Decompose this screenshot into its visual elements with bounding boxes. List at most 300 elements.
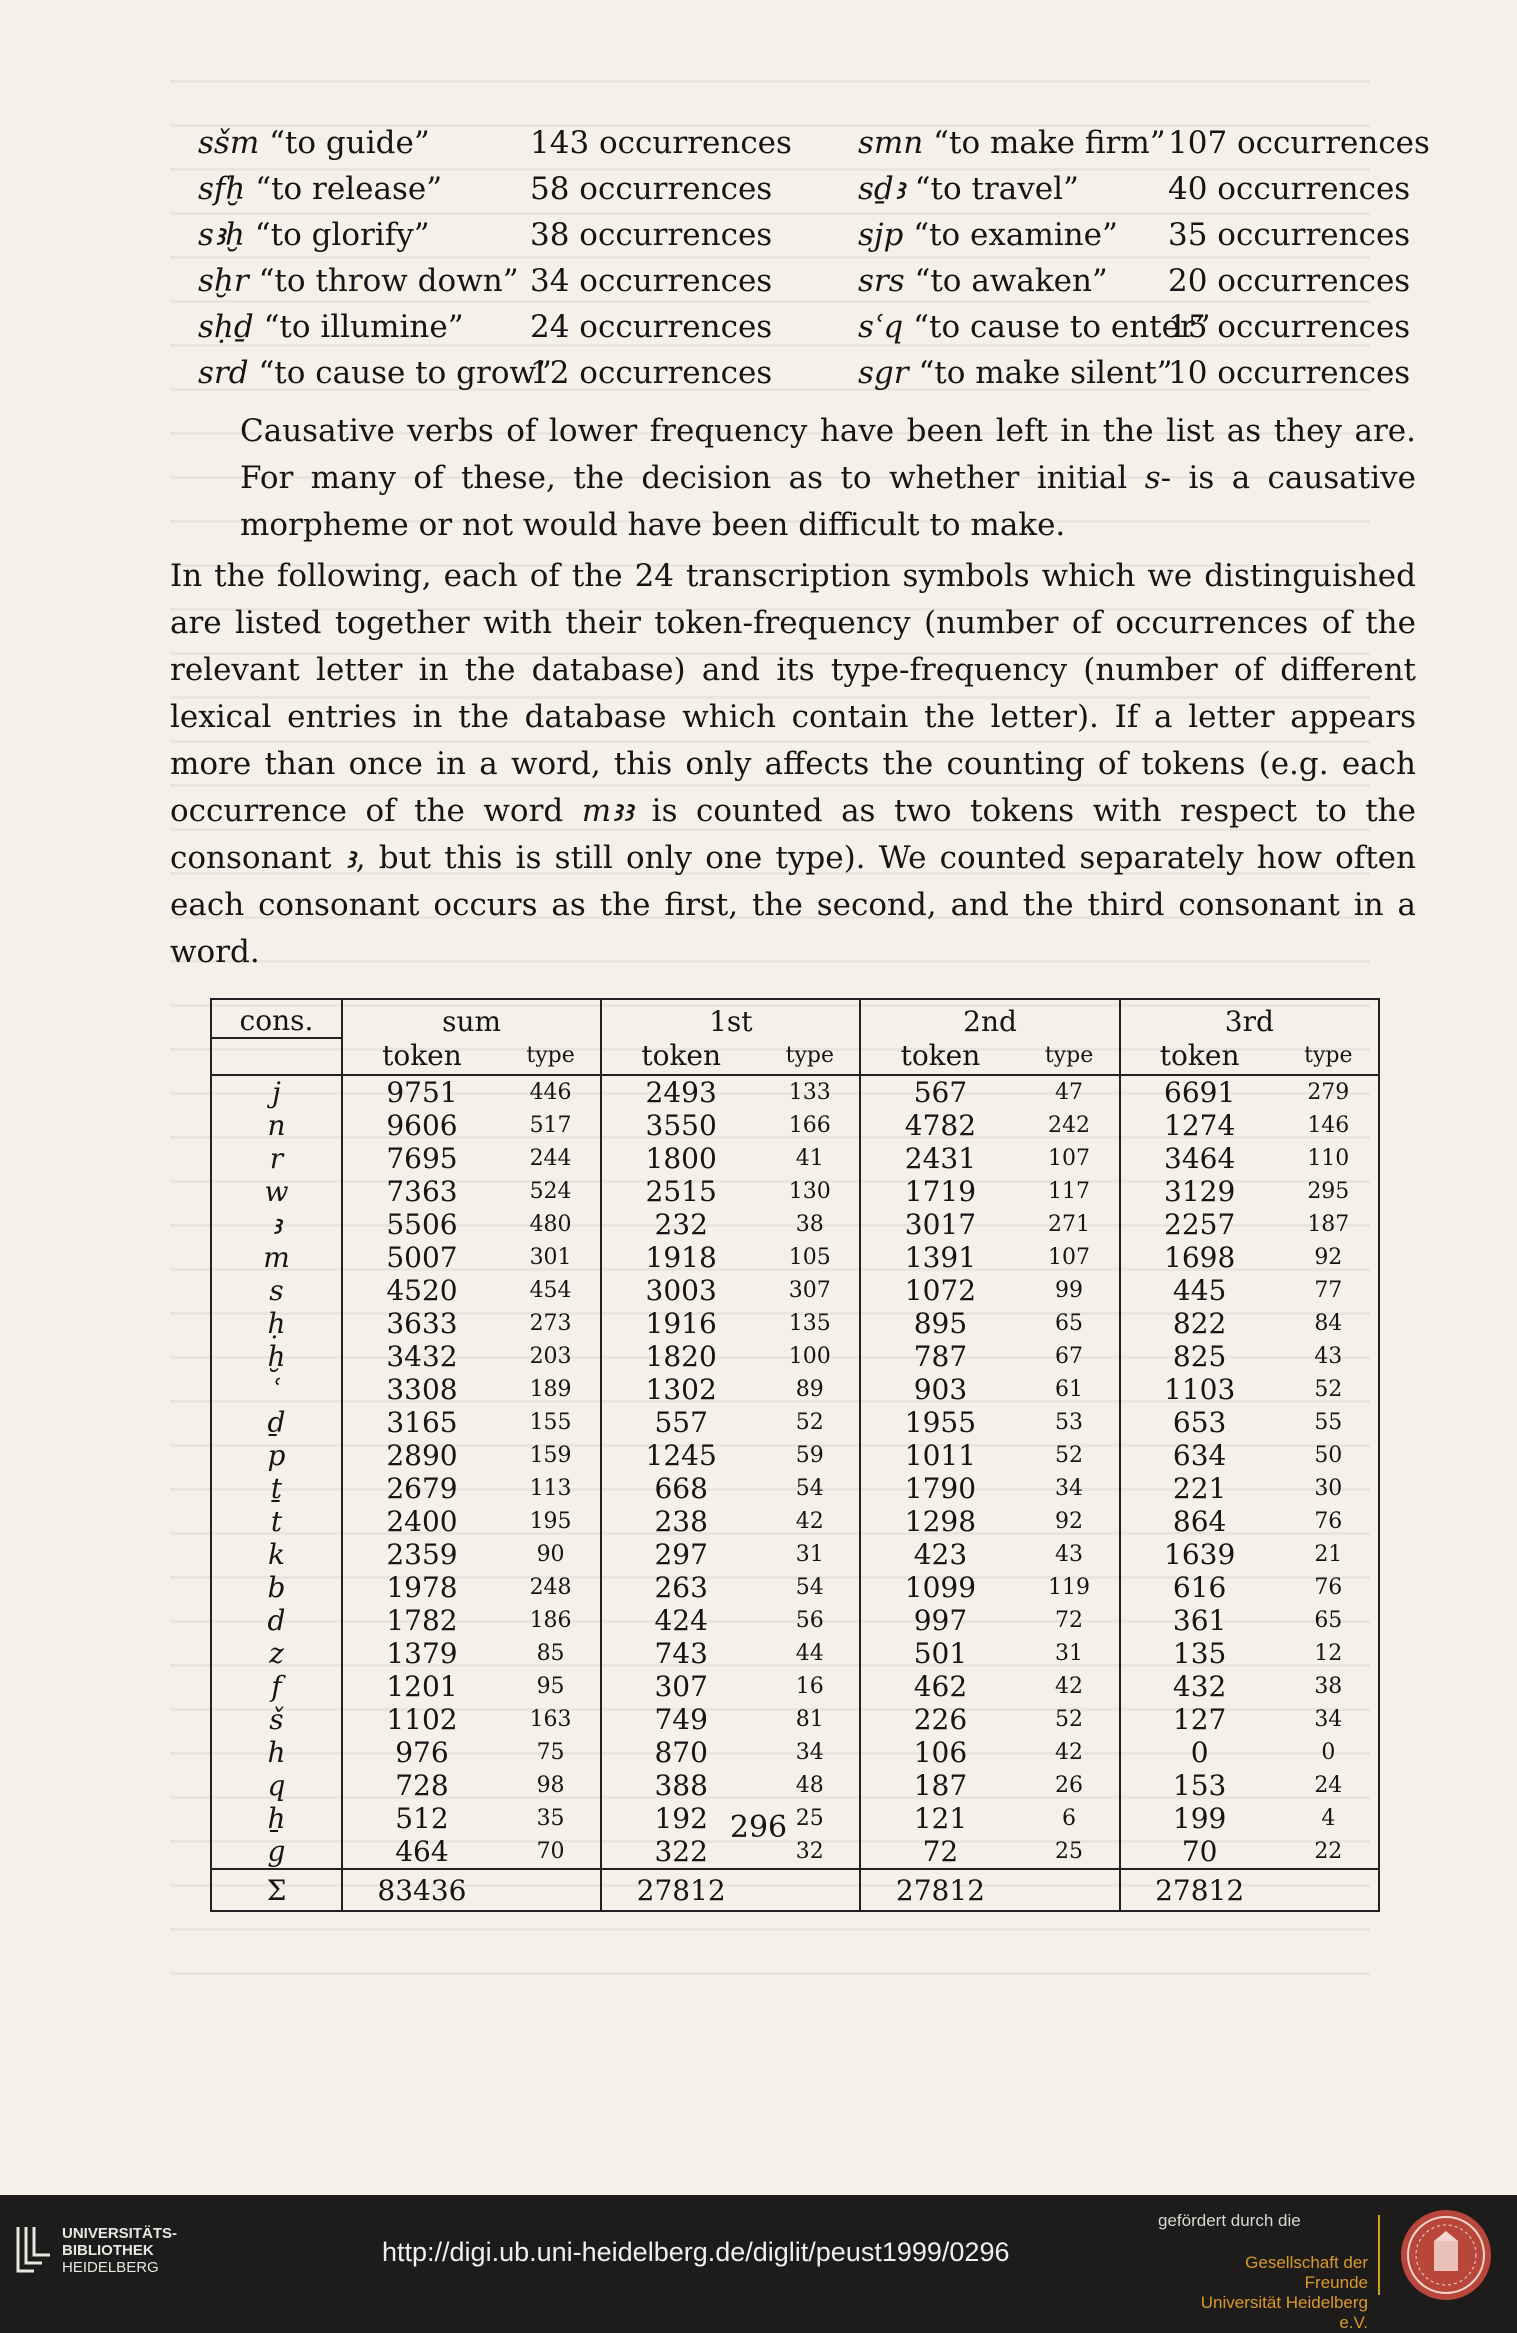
token-cell: 653: [1120, 1406, 1279, 1439]
type-cell: 195: [501, 1505, 601, 1538]
digitization-footer: [0, 2195, 1517, 2332]
type-cell: 107: [1019, 1241, 1119, 1274]
verb-row: [170, 350, 1416, 396]
type-cell: 524: [501, 1175, 601, 1208]
page-url-link[interactable]: http://digi.ub.uni-heidelberg.de/diglit/peust1999/0296: [382, 2237, 1010, 2267]
type-cell: 67: [1019, 1340, 1119, 1373]
token-cell: 7695: [342, 1142, 501, 1175]
table-row: [211, 1670, 1379, 1703]
type-cell: 26: [1019, 1769, 1119, 1802]
verb-gloss: “to release”: [255, 171, 443, 207]
type-cell: 307: [760, 1274, 860, 1307]
verb-count: 143 occurrences: [530, 125, 792, 161]
verb-count: 15 occurrences: [1168, 309, 1411, 345]
consonant-cell: r: [211, 1142, 342, 1175]
header-group-sum: sum: [342, 999, 601, 1038]
token-cell: 1102: [342, 1703, 501, 1736]
library-logo-icon: [14, 2223, 54, 2275]
type-cell: 42: [760, 1505, 860, 1538]
consonant-cell: b: [211, 1571, 342, 1604]
token-cell: 187: [860, 1769, 1019, 1802]
verb-translit: sfḫ: [198, 171, 246, 207]
token-cell: 1916: [601, 1307, 760, 1340]
header-group-3rd: 3rd: [1120, 999, 1379, 1038]
token-cell: 3165: [342, 1406, 501, 1439]
token-cell: 668: [601, 1472, 760, 1505]
token-cell: 3432: [342, 1340, 501, 1373]
token-cell: 2493: [601, 1075, 760, 1109]
header-token: token: [601, 1038, 760, 1075]
verb-count: 58 occurrences: [530, 171, 773, 207]
token-cell: 1072: [860, 1274, 1019, 1307]
type-cell: 31: [1019, 1637, 1119, 1670]
token-cell: 3633: [342, 1307, 501, 1340]
token-cell: 263: [601, 1571, 760, 1604]
consonant-cell: ḥ: [211, 1307, 342, 1340]
token-cell: 153: [1120, 1769, 1279, 1802]
verb-count: 38 occurrences: [530, 217, 773, 253]
verb-count: 35 occurrences: [1168, 217, 1411, 253]
table-row: [211, 1373, 1379, 1406]
token-cell: 903: [860, 1373, 1019, 1406]
token-cell: 3308: [342, 1373, 501, 1406]
token-cell: 3464: [1120, 1142, 1279, 1175]
type-cell: 295: [1279, 1175, 1379, 1208]
token-cell: 135: [1120, 1637, 1279, 1670]
type-cell: [501, 1869, 601, 1911]
verb-translit: sḥḏ: [198, 309, 254, 345]
token-cell: 423: [860, 1538, 1019, 1571]
consonant-cell: š: [211, 1703, 342, 1736]
table-row: [211, 1637, 1379, 1670]
type-cell: 117: [1019, 1175, 1119, 1208]
token-cell: 192: [601, 1802, 760, 1835]
token-cell: 728: [342, 1769, 501, 1802]
type-cell: 189: [501, 1373, 601, 1406]
token-cell: 4520: [342, 1274, 501, 1307]
token-cell: 361: [1120, 1604, 1279, 1637]
type-cell: 56: [760, 1604, 860, 1637]
type-cell: 85: [501, 1637, 601, 1670]
verb-translit: sḏꜣ: [858, 171, 905, 207]
type-cell: 22: [1279, 1835, 1379, 1869]
token-cell: 432: [1120, 1670, 1279, 1703]
header-type: type: [1019, 1038, 1119, 1075]
verb-row: [170, 120, 1430, 166]
type-cell: 186: [501, 1604, 601, 1637]
header-token: token: [1120, 1038, 1279, 1075]
table-row: [211, 1703, 1379, 1736]
verb-row: [170, 166, 1416, 212]
token-cell: 9751: [342, 1075, 501, 1109]
token-cell: 825: [1120, 1340, 1279, 1373]
token-cell: 322: [601, 1835, 760, 1869]
type-cell: 38: [760, 1208, 860, 1241]
type-cell: 16: [760, 1670, 860, 1703]
verb-gloss: “to guide”: [269, 125, 430, 161]
verb-translit: smn: [858, 125, 924, 161]
token-cell: 3003: [601, 1274, 760, 1307]
type-cell: 65: [1279, 1604, 1379, 1637]
token-cell: 1245: [601, 1439, 760, 1472]
header-group-2nd: 2nd: [860, 999, 1119, 1038]
type-cell: [760, 1869, 860, 1911]
token-cell: 1103: [1120, 1373, 1279, 1406]
verb-count: 34 occurrences: [530, 263, 773, 299]
token-cell: 822: [1120, 1307, 1279, 1340]
token-cell: 1201: [342, 1670, 501, 1703]
token-cell: 1298: [860, 1505, 1019, 1538]
type-cell: 24: [1279, 1769, 1379, 1802]
type-cell: 155: [501, 1406, 601, 1439]
token-cell: 9606: [342, 1109, 501, 1142]
verb-gloss: “to make firm”: [933, 125, 1166, 161]
type-cell: 119: [1019, 1571, 1119, 1604]
token-cell: 2679: [342, 1472, 501, 1505]
consonant-cell: ʿ: [211, 1373, 342, 1406]
token-cell: 1639: [1120, 1538, 1279, 1571]
type-cell: 105: [760, 1241, 860, 1274]
type-cell: 25: [1019, 1835, 1119, 1869]
consonant-cell: ṯ: [211, 1472, 342, 1505]
verb-translit: sʿq: [858, 309, 904, 345]
token-cell: 5506: [342, 1208, 501, 1241]
type-cell: 454: [501, 1274, 601, 1307]
type-cell: 65: [1019, 1307, 1119, 1340]
verb-gloss: “to examine”: [913, 217, 1118, 253]
type-cell: 52: [1019, 1439, 1119, 1472]
token-cell: 1955: [860, 1406, 1019, 1439]
token-cell: 2515: [601, 1175, 760, 1208]
verb-translit: srs: [858, 263, 905, 299]
type-cell: 52: [760, 1406, 860, 1439]
consonant-cell: k: [211, 1538, 342, 1571]
token-cell: 2431: [860, 1142, 1019, 1175]
token-cell: 2359: [342, 1538, 501, 1571]
token-cell: 749: [601, 1703, 760, 1736]
type-cell: 75: [501, 1736, 601, 1769]
consonant-cell: f: [211, 1670, 342, 1703]
token-cell: 634: [1120, 1439, 1279, 1472]
table-row: [211, 1075, 1379, 1109]
token-cell: 307: [601, 1670, 760, 1703]
type-cell: 113: [501, 1472, 601, 1505]
token-cell: 1820: [601, 1340, 760, 1373]
token-cell: 5007: [342, 1241, 501, 1274]
type-cell: 130: [760, 1175, 860, 1208]
token-cell: 238: [601, 1505, 760, 1538]
verb-row: [170, 304, 1416, 350]
type-cell: 50: [1279, 1439, 1379, 1472]
verb-count: 24 occurrences: [530, 309, 773, 345]
token-cell: 424: [601, 1604, 760, 1637]
token-cell: 83436: [342, 1869, 501, 1911]
token-cell: 557: [601, 1406, 760, 1439]
consonant-cell: t: [211, 1505, 342, 1538]
type-cell: 248: [501, 1571, 601, 1604]
table-row: [211, 1439, 1379, 1472]
type-cell: 480: [501, 1208, 601, 1241]
table-row: [211, 1175, 1379, 1208]
type-cell: 12: [1279, 1637, 1379, 1670]
header-cons: cons.: [211, 999, 342, 1038]
token-cell: 1790: [860, 1472, 1019, 1505]
token-cell: 1800: [601, 1142, 760, 1175]
type-cell: 89: [760, 1373, 860, 1406]
token-cell: 6691: [1120, 1075, 1279, 1109]
token-cell: 1011: [860, 1439, 1019, 1472]
type-cell: 133: [760, 1075, 860, 1109]
type-cell: 517: [501, 1109, 601, 1142]
token-cell: 1379: [342, 1637, 501, 1670]
header-cons-blank: [211, 1038, 342, 1075]
consonant-cell: z: [211, 1637, 342, 1670]
type-cell: 35: [501, 1802, 601, 1835]
type-cell: 42: [1019, 1736, 1119, 1769]
type-cell: 53: [1019, 1406, 1119, 1439]
consonant-cell: m: [211, 1241, 342, 1274]
token-cell: 7363: [342, 1175, 501, 1208]
token-cell: 787: [860, 1340, 1019, 1373]
type-cell: 446: [501, 1075, 601, 1109]
page-number: 296: [729, 1810, 788, 1845]
verb-gloss: “to cause to grow”: [258, 355, 552, 391]
token-cell: 27812: [601, 1869, 760, 1911]
token-cell: 1719: [860, 1175, 1019, 1208]
type-cell: 100: [760, 1340, 860, 1373]
type-cell: 203: [501, 1340, 601, 1373]
table-row: [211, 1571, 1379, 1604]
type-cell: 81: [760, 1703, 860, 1736]
type-cell: 38: [1279, 1670, 1379, 1703]
type-cell: 34: [760, 1736, 860, 1769]
table-body: [211, 1075, 1379, 1911]
token-cell: 221: [1120, 1472, 1279, 1505]
token-cell: 870: [601, 1736, 760, 1769]
causative-verb-list: [170, 120, 1430, 402]
type-cell: 61: [1019, 1373, 1119, 1406]
verb-count: 10 occurrences: [1168, 355, 1411, 391]
table-row: [211, 1340, 1379, 1373]
type-cell: 48: [760, 1769, 860, 1802]
verb-translit: sḫr: [198, 263, 249, 299]
type-cell: 242: [1019, 1109, 1119, 1142]
verb-translit: sjp: [858, 217, 904, 253]
token-cell: 743: [601, 1637, 760, 1670]
type-cell: 92: [1019, 1505, 1119, 1538]
header-group-1st: 1st: [601, 999, 860, 1038]
consonant-cell: s: [211, 1274, 342, 1307]
consonant-cell: g: [211, 1835, 342, 1869]
type-cell: [1279, 1869, 1379, 1911]
token-cell: 232: [601, 1208, 760, 1241]
verb-gloss: “to glorify”: [254, 217, 430, 253]
type-cell: 271: [1019, 1208, 1119, 1241]
verb-count: 40 occurrences: [1168, 171, 1411, 207]
consonant-cell: w: [211, 1175, 342, 1208]
token-cell: 127: [1120, 1703, 1279, 1736]
token-cell: 512: [342, 1802, 501, 1835]
token-cell: 70: [1120, 1835, 1279, 1869]
type-cell: 52: [1279, 1373, 1379, 1406]
type-cell: 166: [760, 1109, 860, 1142]
verb-row: [170, 258, 1416, 304]
consonant-cell: q: [211, 1769, 342, 1802]
type-cell: 52: [1019, 1703, 1119, 1736]
page-content: [170, 120, 1430, 1912]
verb-count: 107 occurrences: [1168, 125, 1430, 161]
type-cell: 34: [1279, 1703, 1379, 1736]
type-cell: 76: [1279, 1505, 1379, 1538]
type-cell: 90: [501, 1538, 601, 1571]
token-cell: 1302: [601, 1373, 760, 1406]
token-cell: 1099: [860, 1571, 1019, 1604]
token-cell: 1918: [601, 1241, 760, 1274]
verb-gloss: “to awaken”: [914, 263, 1108, 299]
consonant-cell: Σ: [211, 1869, 342, 1911]
type-cell: [1019, 1869, 1119, 1911]
token-cell: 0: [1120, 1736, 1279, 1769]
type-cell: 55: [1279, 1406, 1379, 1439]
type-cell: 107: [1019, 1142, 1119, 1175]
token-cell: 864: [1120, 1505, 1279, 1538]
token-cell: 106: [860, 1736, 1019, 1769]
token-cell: 462: [860, 1670, 1019, 1703]
type-cell: 99: [1019, 1274, 1119, 1307]
type-cell: 273: [501, 1307, 601, 1340]
type-cell: 70: [501, 1835, 601, 1869]
type-cell: 4: [1279, 1802, 1379, 1835]
type-cell: 301: [501, 1241, 601, 1274]
token-cell: 501: [860, 1637, 1019, 1670]
token-cell: 297: [601, 1538, 760, 1571]
token-cell: 976: [342, 1736, 501, 1769]
table-row: [211, 1109, 1379, 1142]
type-cell: 21: [1279, 1538, 1379, 1571]
token-cell: 464: [342, 1835, 501, 1869]
type-cell: 25: [760, 1802, 860, 1835]
verb-gloss: “to throw down”: [258, 263, 519, 299]
table-row: [211, 1769, 1379, 1802]
verb-gloss: “to make silent”: [918, 355, 1173, 391]
header-type: type: [760, 1038, 860, 1075]
header-type: type: [501, 1038, 601, 1075]
table-row: [211, 1406, 1379, 1439]
type-cell: 72: [1019, 1604, 1119, 1637]
type-cell: 159: [501, 1439, 601, 1472]
token-cell: 3550: [601, 1109, 760, 1142]
type-cell: 34: [1019, 1472, 1119, 1505]
type-cell: 84: [1279, 1307, 1379, 1340]
sponsor-name: Gesellschaft der Freunde Universität Heidelberg e.V.: [1200, 2253, 1368, 2332]
verb-translit: sgr: [858, 355, 909, 391]
paragraph-causative-note: Causative verbs of lower frequency have been left in the list as they are. For many of these, the decision as to whether initial s- is a causative morpheme or not would have been difficult to make.: [240, 413, 1416, 543]
token-cell: 27812: [1120, 1869, 1279, 1911]
consonant-frequency-table: [210, 998, 1380, 1912]
table-row: [211, 1538, 1379, 1571]
type-cell: 163: [501, 1703, 601, 1736]
token-cell: 388: [601, 1769, 760, 1802]
token-cell: 3129: [1120, 1175, 1279, 1208]
consonant-cell: ḏ: [211, 1406, 342, 1439]
consonant-cell: d: [211, 1604, 342, 1637]
type-cell: 47: [1019, 1075, 1119, 1109]
type-cell: 110: [1279, 1142, 1379, 1175]
table-row: [211, 1142, 1379, 1175]
table-row: [211, 1208, 1379, 1241]
header-type: type: [1279, 1038, 1379, 1075]
table-row: [211, 1274, 1379, 1307]
consonant-cell: h: [211, 1736, 342, 1769]
type-cell: 41: [760, 1142, 860, 1175]
sum-row: [211, 1869, 1379, 1911]
consonant-cell: ẖ: [211, 1802, 342, 1835]
token-cell: 226: [860, 1703, 1019, 1736]
type-cell: 98: [501, 1769, 601, 1802]
table-row: [211, 1307, 1379, 1340]
verb-translit: sꜣḫ: [198, 217, 245, 253]
type-cell: 77: [1279, 1274, 1379, 1307]
verb-translit: srd: [198, 355, 249, 391]
table-row: [211, 1736, 1379, 1769]
type-cell: 279: [1279, 1075, 1379, 1109]
type-cell: 0: [1279, 1736, 1379, 1769]
type-cell: 244: [501, 1142, 601, 1175]
type-cell: 43: [1019, 1538, 1119, 1571]
type-cell: 135: [760, 1307, 860, 1340]
type-cell: 43: [1279, 1340, 1379, 1373]
verb-gloss: “to cause to enter”: [913, 309, 1211, 345]
token-cell: 72: [860, 1835, 1019, 1869]
token-cell: 895: [860, 1307, 1019, 1340]
type-cell: 146: [1279, 1109, 1379, 1142]
token-cell: 3017: [860, 1208, 1019, 1241]
type-cell: 95: [501, 1670, 601, 1703]
table-row: [211, 1604, 1379, 1637]
token-cell: 997: [860, 1604, 1019, 1637]
verb-count: 12 occurrences: [530, 355, 773, 391]
token-cell: 121: [860, 1802, 1019, 1835]
type-cell: 31: [760, 1538, 860, 1571]
token-cell: 1274: [1120, 1109, 1279, 1142]
consonant-cell: ḫ: [211, 1340, 342, 1373]
token-cell: 27812: [860, 1869, 1019, 1911]
verb-gloss: “to travel”: [914, 171, 1079, 207]
token-cell: 199: [1120, 1802, 1279, 1835]
token-cell: 4782: [860, 1109, 1019, 1142]
university-seal-icon: [1398, 2207, 1494, 2303]
consonant-cell: p: [211, 1439, 342, 1472]
verb-row: [170, 212, 1416, 258]
consonant-cell: n: [211, 1109, 342, 1142]
token-cell: 1391: [860, 1241, 1019, 1274]
token-cell: 2400: [342, 1505, 501, 1538]
type-cell: 76: [1279, 1571, 1379, 1604]
token-cell: 2257: [1120, 1208, 1279, 1241]
consonant-cell: ꜣ: [211, 1208, 342, 1241]
table-row: [211, 1241, 1379, 1274]
library-name: UNIVERSITÄTS- BIBLIOTHEK HEIDELBERG: [62, 2225, 178, 2276]
type-cell: 54: [760, 1472, 860, 1505]
type-cell: 54: [760, 1571, 860, 1604]
paragraph-frequency-method: In the following, each of the 24 transcription symbols which we distinguished are listed together with their token-frequency (number of occurrences of the relevant letter in the database) and its type-frequency (number of different lexical entries in the database which contain the letter). If a letter appears more than once in a word, this only affects the counting of tokens (e.g. each occurrence of the word mꜣꜣ is counted as two tokens with respect to the consonant ꜣ, but this is still only one type). We counted separately how often each consonant occurs as the first, the second, and the third consonant in a word.: [170, 558, 1416, 970]
sponsor-divider: [1378, 2215, 1380, 2295]
token-cell: 616: [1120, 1571, 1279, 1604]
verb-gloss: “to illumine”: [263, 309, 464, 345]
verb-count: 20 occurrences: [1168, 263, 1411, 299]
token-cell: 2890: [342, 1439, 501, 1472]
sponsor-label: gefördert durch die: [1158, 2211, 1301, 2230]
